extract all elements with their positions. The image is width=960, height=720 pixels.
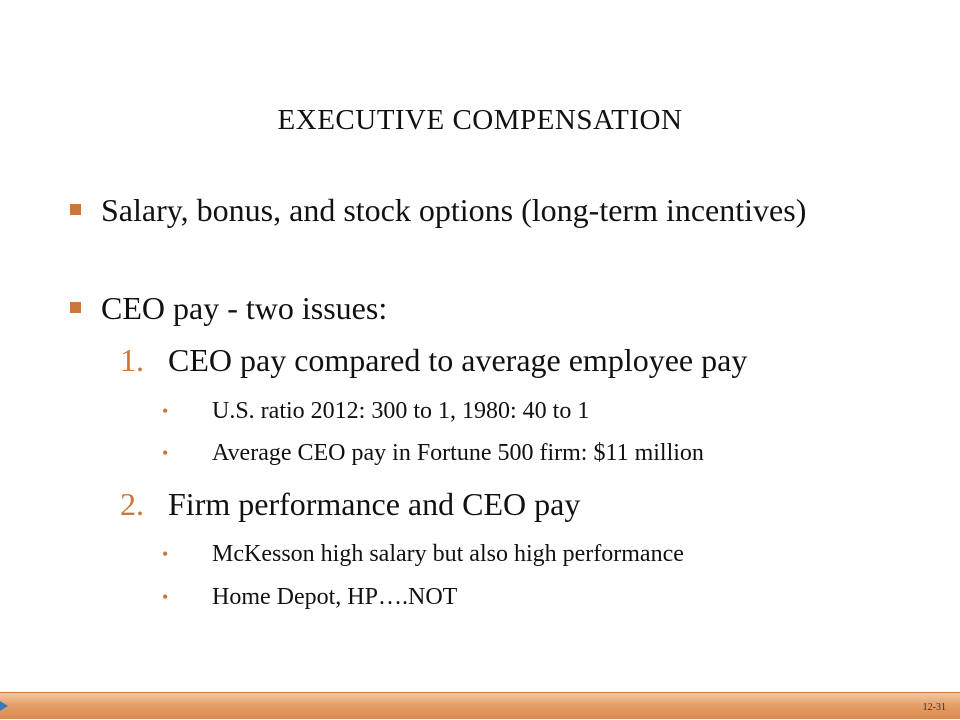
- item-number: 1.: [120, 342, 144, 378]
- numbered-text: CEO pay compared to average employee pay: [168, 342, 748, 378]
- square-bullet-icon: [70, 302, 81, 313]
- footer-bar: [0, 692, 960, 719]
- sub-bullet-item: [162, 582, 922, 612]
- dot-bullet-icon: •: [162, 401, 169, 421]
- square-bullet-icon: [70, 204, 81, 215]
- sub-bullet-item: [162, 539, 922, 569]
- sub-bullet-item: [162, 438, 922, 468]
- bullet-text: Salary, bonus, and stock options (long-term incentives): [101, 192, 807, 228]
- slide-title: EXECUTIVE COMPENSATION: [277, 104, 683, 136]
- arrow-right-icon: [0, 701, 8, 711]
- sub-bullet-text: Home Depot, HP….NOT: [212, 584, 458, 610]
- item-number: 2.: [120, 486, 144, 522]
- dot-bullet-icon: •: [162, 587, 169, 607]
- sub-bullet-text: U.S. ratio 2012: 300 to 1, 1980: 40 to 1: [212, 398, 590, 424]
- numbered-text: Firm performance and CEO pay: [168, 486, 581, 522]
- sub-bullet-text: Average CEO pay in Fortune 500 firm: $11 million: [212, 440, 704, 466]
- numbered-item-2: [120, 484, 920, 524]
- dot-bullet-icon: •: [162, 443, 169, 463]
- sub-bullet-item: [162, 396, 922, 426]
- bullet-text: CEO pay - two issues:: [101, 290, 388, 326]
- dot-bullet-icon: •: [162, 544, 169, 564]
- slide-number: 12-31: [922, 702, 946, 713]
- bullet-item-compensation-types: [70, 190, 910, 230]
- numbered-item-1: [120, 340, 920, 380]
- sub-bullet-text: McKesson high salary but also high performance: [212, 541, 684, 567]
- bullet-item-ceo-pay: [70, 288, 910, 328]
